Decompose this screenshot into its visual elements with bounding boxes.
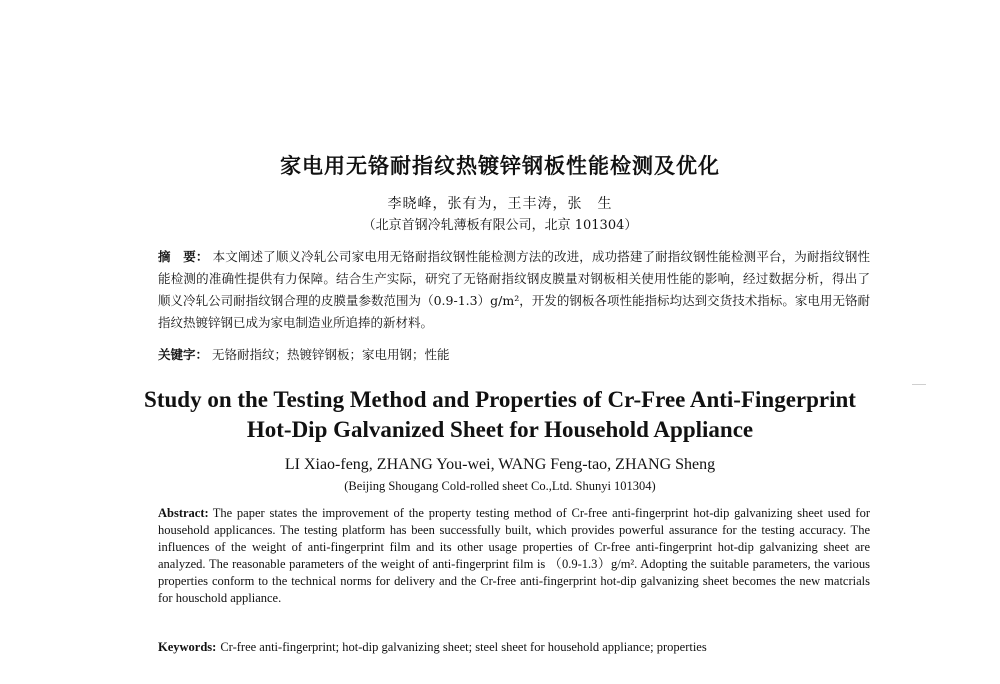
english-authors: LI Xiao-feng, ZHANG You-wei, WANG Feng-tao, ZHANG Sheng (284, 456, 716, 473)
english-title (0, 385, 1000, 445)
chinese-title: 家电用无铬耐指纹热镀锌钢板性能检测及优化 (280, 153, 720, 178)
chinese-affiliation: （北京首钢冷轧薄板有限公司，北京 101304） (362, 218, 638, 233)
english-abstract-text: The paper states the improvement of the property testing method of Cr-free anti-fingerprint hot-dip galvanizing sheet used for household applicances. The testing platform has been successfully built, which provides powerful assurance for the testing accuracy. The influences of the weight of anti-fingerprint film and its other usage properties of Cr-free anti-fingerprint hot-dip galvanizing sheet are analyzed. The reasonable parameters of the weight of anti-fingerprint film is （0.9-1.3）g/m². Adopting the suitable parameters, the various properties conform to the technical norms for delivery and the Cr-free anti-fingerprint hot-dip galvanizing sheet becomes the new matcrials for houschold appliance. (158, 506, 870, 605)
chinese-abstract-text: 本文阐述了顺义冷轧公司家电用无铬耐指纹钢性能检测方法的改进，成功搭建了耐指纹钢性能检测平台，为耐指纹钢性能检测的准确性提供有力保障。结合生产实际，研究了无铬耐指纹钢皮膜量对钢板相关使用性能的影响，经过数据分析，得出了顺义冷轧公司耐指纹钢合理的皮膜量参数范围为（0.9-1.3）g/m²，开发的钢板各项性能指标均达到交货技术指标。家电用无铬耐指纹热镀锌钢已成为家电制造业所追捧的新材料。 (158, 249, 870, 330)
scan-edge-mark (912, 384, 926, 385)
chinese-keywords-label: 关键字： (158, 347, 209, 362)
english-abstract-label: Abstract: (158, 506, 209, 520)
chinese-abstract-label: 摘 要： (158, 249, 209, 264)
english-keywords-text: Cr-free anti-fingerprint; hot-dip galvanizing sheet; steel sheet for household appliance; properties (220, 640, 707, 654)
chinese-authors: 李晓峰，张有为，王丰涛，张 生 (387, 196, 613, 212)
english-keywords (158, 640, 870, 655)
chinese-keywords-text: 无铬耐指纹；热镀锌钢板；家电用钢；性能 (212, 347, 450, 362)
english-affiliation: (Beijing Shougang Cold-rolled sheet Co.,Ltd. Shunyi 101304) (344, 479, 656, 493)
english-title-line1: Study on the Testing Method and Properties of Cr-Free Anti-Fingerprint (144, 387, 856, 412)
chinese-keywords (158, 345, 870, 363)
english-abstract (158, 505, 870, 607)
chinese-abstract (158, 246, 870, 334)
english-keywords-label: Keywords: (158, 640, 217, 654)
english-title-line2: Hot-Dip Galvanized Sheet for Household Appliance (246, 417, 754, 442)
